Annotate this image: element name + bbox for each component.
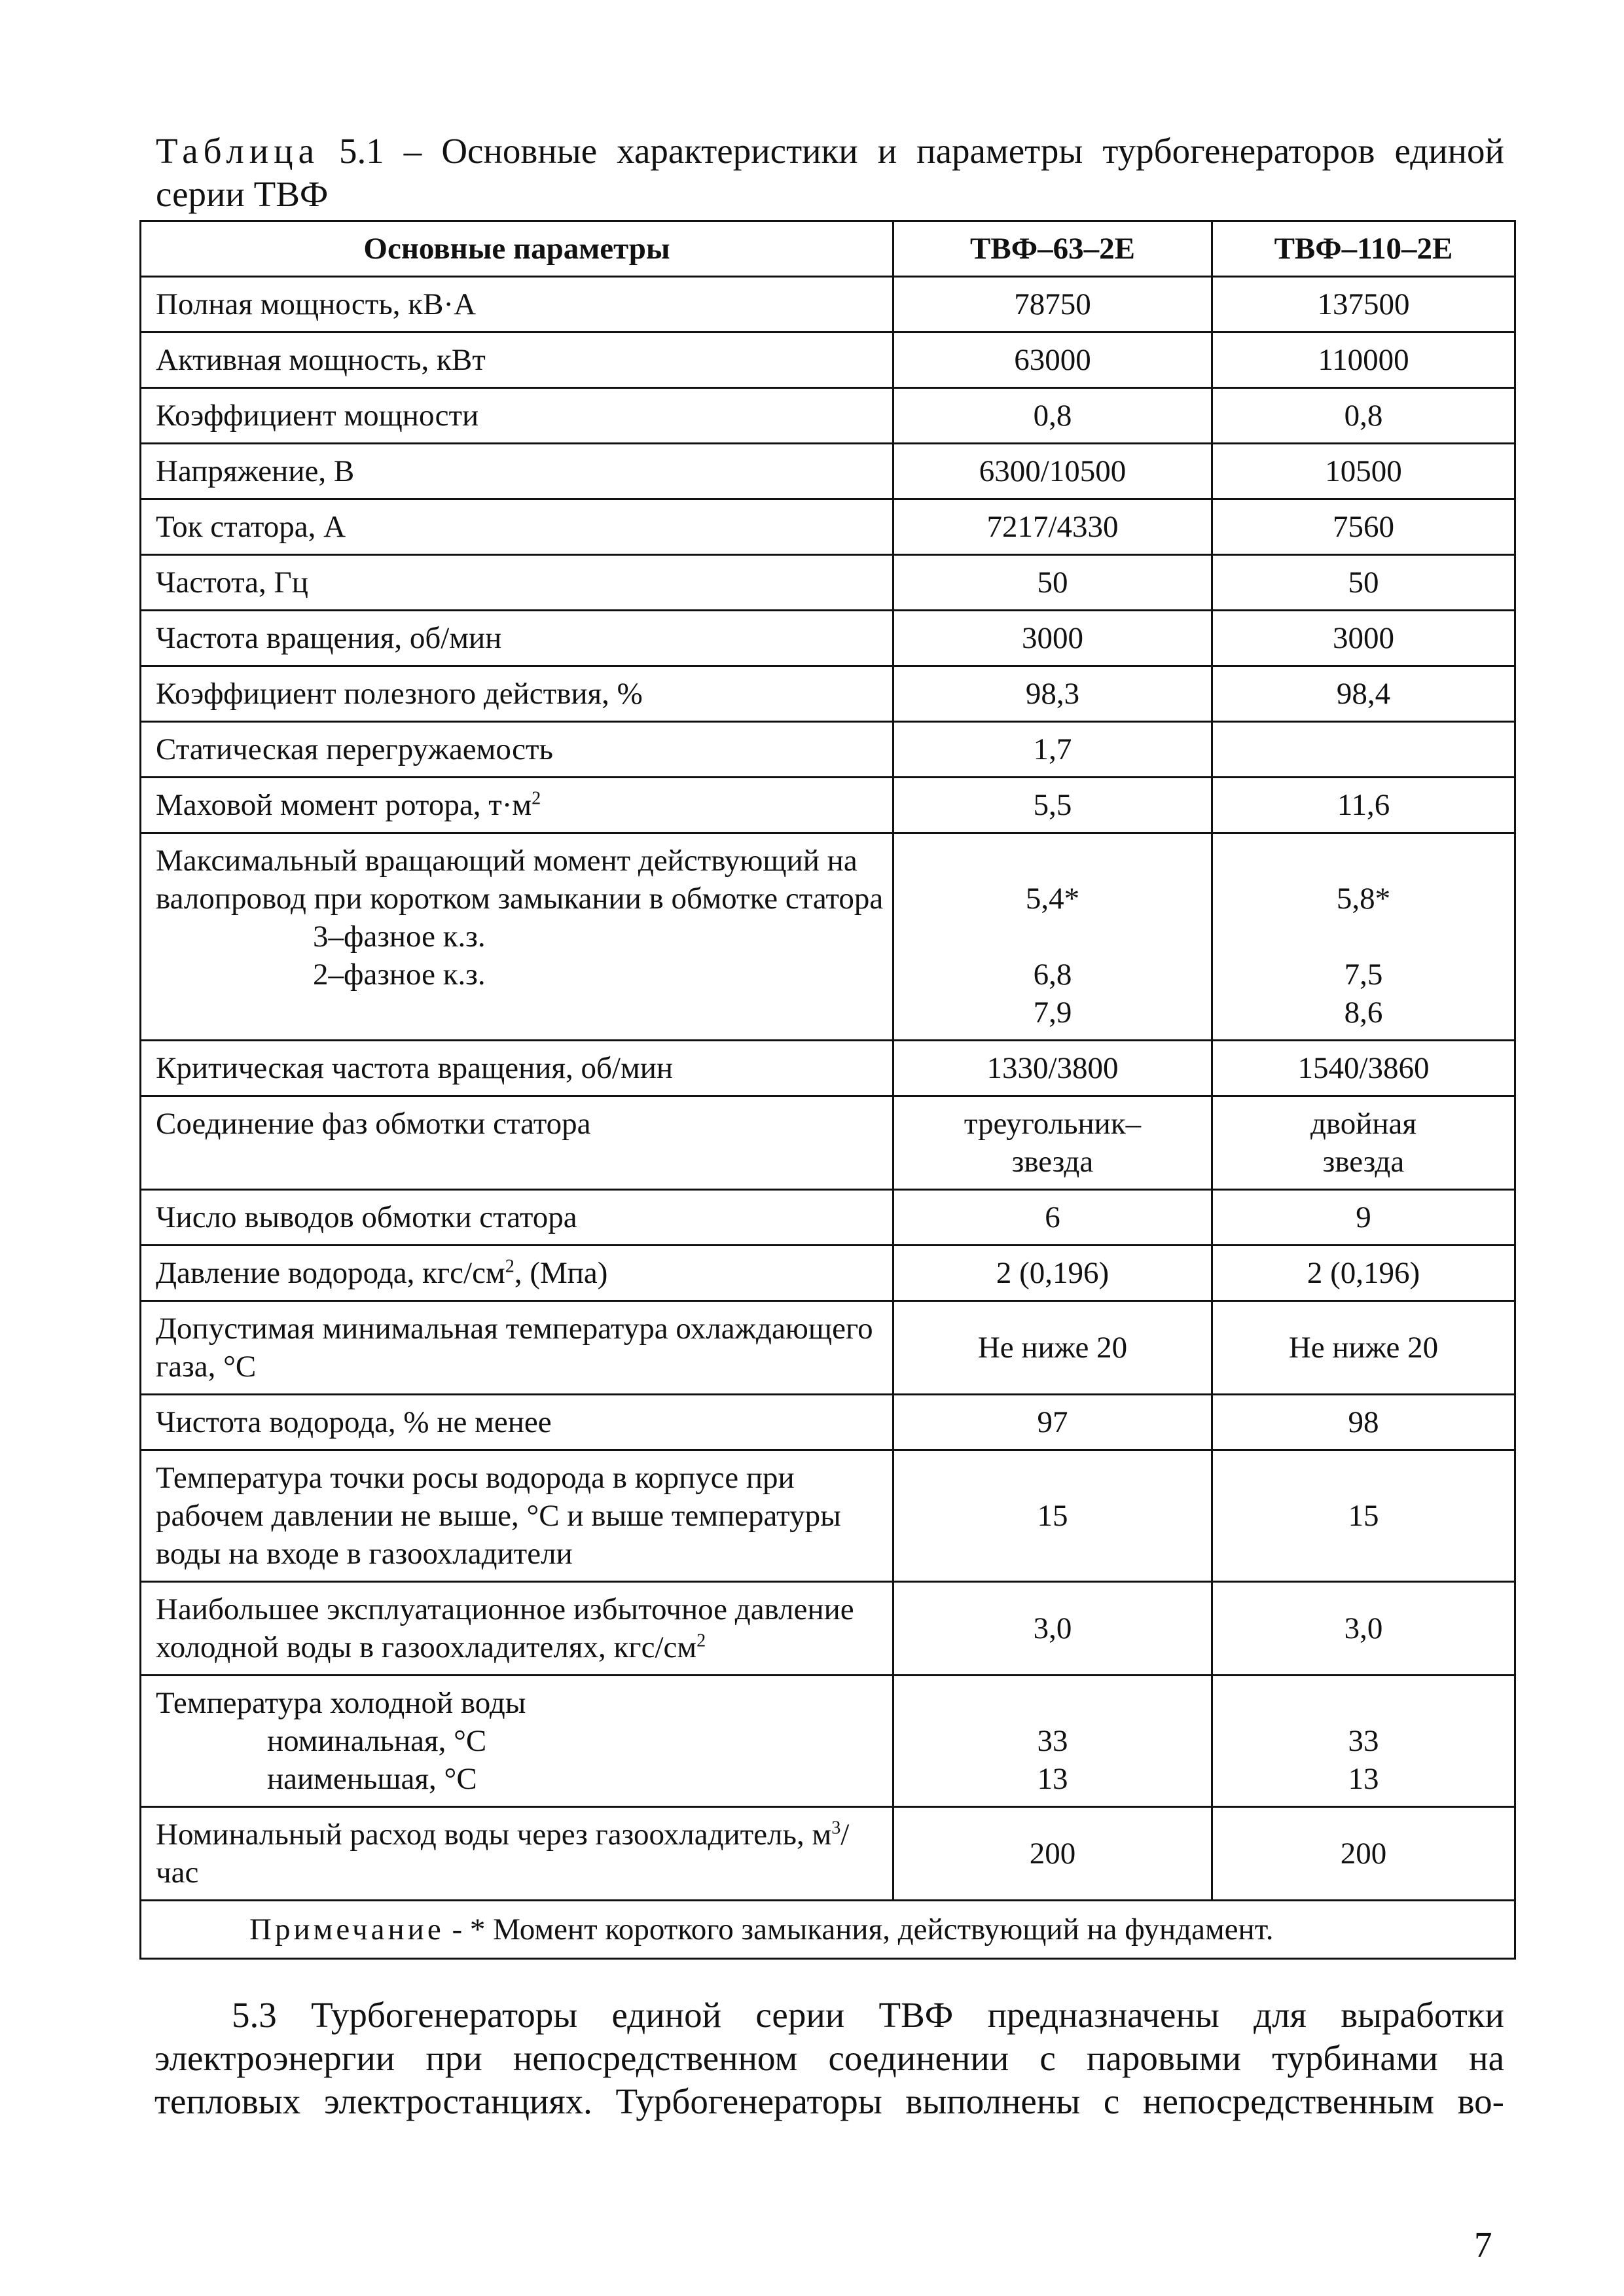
table-row: [141, 1395, 1515, 1450]
table-row: [141, 1582, 1515, 1676]
value-cell: 7560: [1212, 499, 1515, 555]
param-cell: Частота, Гц: [141, 555, 893, 611]
torque-v1: 5,4*: [1025, 882, 1080, 916]
value-cell: 11,6: [1212, 778, 1515, 833]
value-cell: 63000: [893, 332, 1212, 388]
table-row: [141, 611, 1515, 666]
header-tvf-110: ТВФ–110–2Е: [1212, 221, 1515, 277]
value-cell: [1212, 1676, 1515, 1807]
value-cell: 0,8: [1212, 388, 1515, 444]
value-cell: 200: [893, 1807, 1212, 1901]
table-row: [141, 1096, 1515, 1190]
value-cell: 78750: [893, 277, 1212, 332]
header-tvf-63: ТВФ–63–2Е: [893, 221, 1212, 277]
value-cell: 3000: [893, 611, 1212, 666]
param-text: Наибольшее эксплуатационное избыточное давление холодной воды в газоохладителях, кгс/см: [156, 1592, 854, 1664]
param-cell: [141, 1246, 893, 1301]
connection-v2a: двойная: [1310, 1107, 1417, 1141]
param-text: /час: [156, 1818, 850, 1890]
value-cell: 15: [1212, 1450, 1515, 1582]
value-cell: 0,8: [893, 388, 1212, 444]
watertemp-nom-label: номинальная, °С: [267, 1724, 487, 1758]
torque-param-text: Максимальный вращающий момент действующий на валопровод при коротком замыкании в обмотке статора: [156, 844, 884, 916]
superscript: 2: [532, 788, 541, 809]
param-cell: Полная мощность, кВ·А: [141, 277, 893, 332]
value-cell: 98,4: [1212, 666, 1515, 722]
param-text: , (Мпа): [514, 1256, 608, 1290]
table-row: [141, 1246, 1515, 1301]
value-cell: [1212, 1096, 1515, 1190]
param-text: Давление водорода, кгс/см: [156, 1256, 505, 1290]
torque-2phase-label: 2–фазное к.з.: [313, 958, 486, 992]
value-cell: [893, 833, 1212, 1041]
value-cell: 110000: [1212, 332, 1515, 388]
value-cell: 98: [1212, 1395, 1515, 1450]
superscript: 3: [831, 1818, 841, 1839]
param-cell: Коэффициент мощности: [141, 388, 893, 444]
torque-3phase-label: 3–фазное к.з.: [313, 920, 486, 954]
table-row: [141, 1041, 1515, 1096]
param-cell: [141, 1582, 893, 1676]
value-cell: 10500: [1212, 444, 1515, 499]
value-cell: Не ниже 20: [893, 1301, 1212, 1395]
value-cell: 3,0: [1212, 1582, 1515, 1676]
table-row: [141, 778, 1515, 833]
table-row: [141, 555, 1515, 611]
value-cell: 1,7: [893, 722, 1212, 778]
value-cell: 3000: [1212, 611, 1515, 666]
connection-v2b: звезда: [1322, 1145, 1405, 1179]
table-row: [141, 666, 1515, 722]
value-cell: 97: [893, 1395, 1212, 1450]
table-row: [141, 499, 1515, 555]
param-cell: Соединение фаз обмотки статора: [141, 1096, 893, 1190]
watertemp-nom-v2: 33: [1348, 1724, 1379, 1758]
param-cell: Частота вращения, об/мин: [141, 611, 893, 666]
parameters-table: [139, 220, 1516, 1960]
watertemp-nom-v1: 33: [1037, 1724, 1068, 1758]
param-cell: [141, 1676, 893, 1807]
value-cell: 50: [1212, 555, 1515, 611]
torque-2phase-v1: 7,9: [1033, 996, 1072, 1030]
torque-v2: 5,8*: [1336, 882, 1391, 916]
note-label: Примечание: [249, 1912, 444, 1946]
table-row-torque: [141, 833, 1515, 1041]
value-cell: 3,0: [893, 1582, 1212, 1676]
param-text: Номинальный расход воды через газоохладитель, м: [156, 1818, 832, 1852]
table-row: [141, 332, 1515, 388]
value-cell: 6: [893, 1190, 1212, 1246]
value-cell: 7217/4330: [893, 499, 1212, 555]
param-cell: Ток статора, А: [141, 499, 893, 555]
param-cell: Напряжение, В: [141, 444, 893, 499]
param-cell: Критическая частота вращения, об/мин: [141, 1041, 893, 1096]
table-header-row: [141, 221, 1515, 277]
body-paragraph: 5.3 Турбогенераторы единой серии ТВФ предназначены для выработки электроэнергии при непосредственном соединении с паровыми турбинами на тепловых электростанциях. Турбогенераторы выполнены с непосредственным во-: [154, 1995, 1504, 2121]
watertemp-min-label: наименьшая, °С: [267, 1762, 477, 1796]
superscript: 2: [505, 1256, 514, 1277]
value-cell: 15: [893, 1450, 1212, 1582]
table-row: [141, 1676, 1515, 1807]
table-row: [141, 277, 1515, 332]
table-note-row: [141, 1901, 1515, 1959]
header-parameters: Основные параметры: [141, 221, 893, 277]
value-cell: Не ниже 20: [1212, 1301, 1515, 1395]
table-row: [141, 388, 1515, 444]
torque-3phase-v2: 7,5: [1344, 958, 1383, 992]
param-cell: [141, 1807, 893, 1901]
value-cell: 1540/3860: [1212, 1041, 1515, 1096]
value-cell: 9: [1212, 1190, 1515, 1246]
value-cell: [893, 1096, 1212, 1190]
connection-v1b: звезда: [1011, 1145, 1094, 1179]
value-cell: 200: [1212, 1807, 1515, 1901]
value-cell: [1212, 722, 1515, 778]
value-cell: [1212, 833, 1515, 1041]
value-cell: 1330/3800: [893, 1041, 1212, 1096]
table-note: [141, 1901, 1515, 1959]
value-cell: 6300/10500: [893, 444, 1212, 499]
table-row: [141, 1807, 1515, 1901]
table-row: [141, 1190, 1515, 1246]
torque-3phase-v1: 6,8: [1033, 958, 1072, 992]
torque-2phase-v2: 8,6: [1344, 996, 1383, 1030]
param-cell: Допустимая минимальная температура охлаждающего газа, °С: [141, 1301, 893, 1395]
superscript: 2: [696, 1630, 706, 1651]
param-text: Маховой момент ротора, т·м: [156, 788, 532, 822]
param-cell: Температура точки росы водорода в корпусе при рабочем давлении не выше, °С и выше температуры воды на входе в газоохладители: [141, 1450, 893, 1582]
connection-v1a: треугольник–: [964, 1107, 1142, 1141]
note-text: - * Момент короткого замыкания, действующий на фундамент.: [444, 1912, 1274, 1946]
page-number: 7: [1474, 2225, 1492, 2265]
value-cell: 98,3: [893, 666, 1212, 722]
watertemp-param: Температура холодной воды: [156, 1686, 526, 1720]
table-row: [141, 444, 1515, 499]
table-caption: [156, 130, 1504, 216]
table-row: [141, 722, 1515, 778]
param-cell: Статическая перегружаемость: [141, 722, 893, 778]
value-cell: 2 (0,196): [1212, 1246, 1515, 1301]
watertemp-min-v2: 13: [1348, 1762, 1379, 1796]
table-row: [141, 1301, 1515, 1395]
value-cell: [893, 1676, 1212, 1807]
param-cell: Коэффициент полезного действия, %: [141, 666, 893, 722]
table-caption-text: 5.1 – Основные характеристики и параметры турбогенераторов единой серии ТВФ: [156, 131, 1504, 214]
param-cell: Чистота водорода, % не менее: [141, 1395, 893, 1450]
value-cell: 2 (0,196): [893, 1246, 1212, 1301]
param-cell: Активная мощность, кВт: [141, 332, 893, 388]
table-caption-label: Таблица: [156, 131, 319, 171]
watertemp-min-v1: 13: [1037, 1762, 1068, 1796]
table-row: [141, 1450, 1515, 1582]
value-cell: 137500: [1212, 277, 1515, 332]
param-cell: Число выводов обмотки статора: [141, 1190, 893, 1246]
value-cell: 50: [893, 555, 1212, 611]
value-cell: 5,5: [893, 778, 1212, 833]
param-cell: [141, 833, 893, 1041]
param-cell: [141, 778, 893, 833]
